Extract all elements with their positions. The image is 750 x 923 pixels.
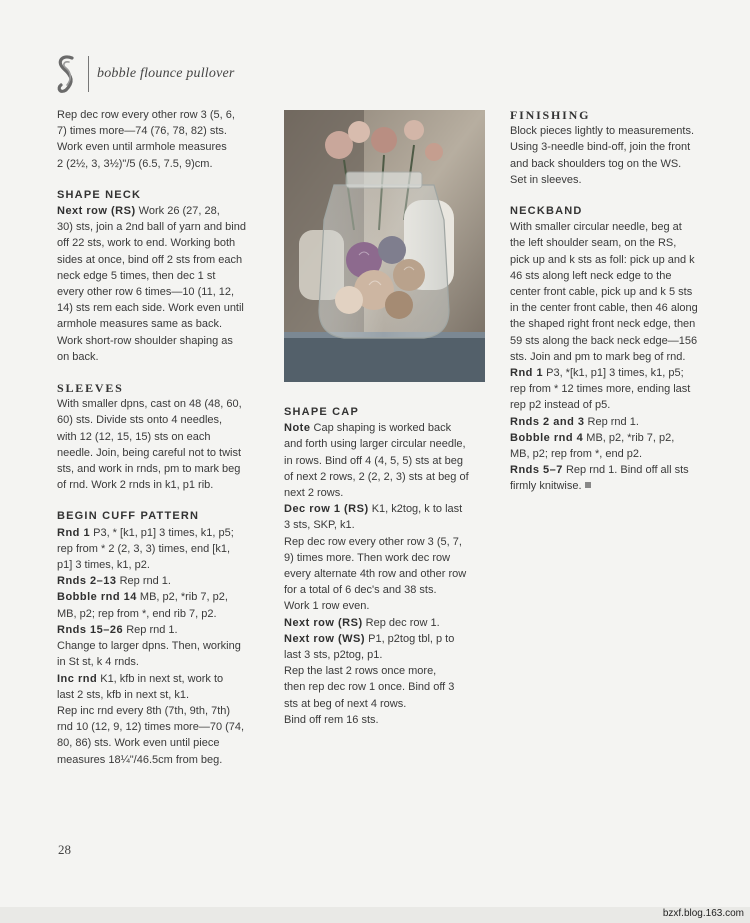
next-rs-text: Rep dec row 1. bbox=[362, 616, 440, 629]
nb-rnd1-body bbox=[510, 381, 715, 413]
nb-rnd1-label: Rnd 1 bbox=[510, 367, 544, 380]
finishing-heading: FINISHING bbox=[510, 108, 591, 122]
decorative-s-logo-icon bbox=[52, 52, 82, 96]
dec-row-text: K1, k2tog, k to last bbox=[368, 503, 463, 516]
header-divider bbox=[88, 56, 89, 92]
cuff-rnd1-line bbox=[57, 525, 262, 541]
shape-neck-first-line bbox=[57, 203, 262, 219]
text-line: Work short-row shoulder shaping as bbox=[57, 334, 233, 347]
text-line: needle. Join, being careful not to twist bbox=[57, 446, 242, 459]
watermark: bzxf.blog.163.com bbox=[662, 908, 744, 919]
sleeves-body bbox=[57, 396, 262, 493]
text-line: off 22 sts, work to end. Working both bbox=[57, 237, 236, 250]
column-right bbox=[510, 107, 715, 495]
text-line: 14) sts rem each side. Work even until bbox=[57, 302, 244, 315]
text-line: With smaller dpns, cast on 48 (48, 60, bbox=[57, 398, 242, 411]
text-line: in rows. Bind off 4 (4, 5, 5) sts at beg bbox=[284, 454, 463, 467]
text-line: measures 18¼"/46.5cm from beg. bbox=[57, 753, 223, 766]
finishing-body bbox=[510, 123, 715, 188]
text-line: and back shoulders tog on the WS. bbox=[510, 157, 682, 170]
text-line: Rep the last 2 rows once more, bbox=[284, 665, 437, 678]
next-row-label: Next row (RS) bbox=[57, 205, 136, 218]
dec-row-label: Dec row 1 (RS) bbox=[284, 503, 369, 516]
text-line: 7) times more—74 (76, 78, 82) sts. bbox=[57, 125, 227, 138]
next-ws-label: Next row (WS) bbox=[284, 632, 366, 645]
text-line: the shaped right front neck edge, then bbox=[510, 318, 696, 331]
nb-final-text: firmly knitwise. bbox=[510, 480, 582, 493]
text-line: on back. bbox=[57, 350, 99, 363]
bobble-label: Bobble rnd 14 bbox=[57, 591, 137, 604]
text-line: of next 2 rows, 2 (2, 2, 3) sts at beg of bbox=[284, 470, 469, 483]
bottom-strip bbox=[0, 907, 750, 923]
cuff-bobble-body bbox=[57, 606, 262, 622]
text-line: rep from * 2 (2, 3, 3) times, end [k1, bbox=[57, 542, 231, 555]
text-line: 2 (2½, 3, 3½)"/5 (6.5, 7.5, 9)cm. bbox=[57, 157, 213, 170]
nb-bobble-label: Bobble rnd 4 bbox=[510, 431, 584, 444]
cap-note-body bbox=[284, 436, 494, 501]
next-rs-line bbox=[284, 615, 494, 631]
dec-row-line bbox=[284, 501, 494, 517]
nb-rnds57-text: Rep rnd 1. Bind off all sts bbox=[562, 464, 689, 477]
nb-rnds57-label: Rnds 5–7 bbox=[510, 464, 563, 477]
shape-neck-body bbox=[57, 219, 262, 365]
neckband-heading: NECKBAND bbox=[510, 205, 583, 218]
text-line: p1] 3 times, k1, p2. bbox=[57, 559, 150, 572]
column-middle bbox=[284, 404, 494, 728]
text-line: 60) sts. Divide sts onto 4 needles, bbox=[57, 414, 223, 427]
next-row-text: Work 26 (27, 28, bbox=[135, 205, 220, 218]
text-line: 59 sts along the back neck edge—156 bbox=[510, 334, 698, 347]
nb-rnds23-line bbox=[510, 414, 715, 430]
rnds2-text: Rep rnd 1. bbox=[116, 575, 171, 588]
cap-note-line bbox=[284, 420, 494, 436]
nb-rnds23-label: Rnds 2 and 3 bbox=[510, 415, 585, 428]
bobble-text: MB, p2, *rib 7, p2, bbox=[136, 591, 228, 604]
yarn-jar-photo bbox=[284, 110, 485, 382]
text-line: Rep dec row every other row 3 (5, 7, bbox=[284, 535, 462, 548]
text-line: every alternate 4th row and other row bbox=[284, 568, 467, 581]
photo-illustration bbox=[284, 110, 485, 382]
inc-text: K1, kfb in next st, work to bbox=[97, 672, 224, 685]
next-ws-text: P1, p2tog tbl, p to bbox=[365, 632, 455, 645]
cuff-inc-line bbox=[57, 671, 262, 687]
text-line: with 12 (12, 15, 15) sts on each bbox=[57, 430, 211, 443]
text-line: With smaller circular needle, beg at bbox=[510, 221, 682, 234]
text-line: Bind off rem 16 sts. bbox=[284, 713, 379, 726]
text-line: center front cable, pick up and k 5 sts bbox=[510, 286, 693, 299]
inc-label: Inc rnd bbox=[57, 672, 98, 685]
next-ws-line bbox=[284, 631, 494, 647]
text-line: for a total of 6 dec's and 38 sts. bbox=[284, 584, 437, 597]
text-line: Block pieces lightly to measurements. bbox=[510, 125, 695, 138]
nb-rnd1-line bbox=[510, 365, 715, 381]
cuff-bobble-line bbox=[57, 589, 262, 605]
text-line: last 2 sts, kfb in next st, k1. bbox=[57, 688, 190, 701]
nb-rnds23-text: Rep rnd 1. bbox=[584, 415, 639, 428]
next-ws-body bbox=[284, 647, 494, 728]
cuff-rnd1-body bbox=[57, 541, 262, 573]
cuff-rnds2-line bbox=[57, 573, 262, 589]
nb-bobble-line bbox=[510, 430, 715, 446]
text-line: next 2 rows. bbox=[284, 487, 344, 500]
text-line: and forth using larger circular needle, bbox=[284, 438, 466, 451]
nb-bobble-text: MB, p2, *rib 7, p2, bbox=[583, 431, 675, 444]
text-line: 46 sts along left neck edge to the bbox=[510, 269, 672, 282]
neckband-body bbox=[510, 219, 715, 365]
running-header bbox=[52, 52, 235, 96]
sleeves-heading: SLEEVES bbox=[57, 381, 124, 396]
text-line: Set in sleeves. bbox=[510, 173, 582, 186]
cuff-rnds15-line bbox=[57, 622, 262, 638]
rnd1-label: Rnd 1 bbox=[57, 526, 91, 539]
text-line: 9) times more. Then work dec row bbox=[284, 551, 451, 564]
text-line: Work 1 row even. bbox=[284, 600, 370, 613]
shape-cap-heading: SHAPE CAP bbox=[284, 406, 359, 418]
text-line: 80, 86) sts. Work even until piece bbox=[57, 737, 220, 750]
text-line: 30) sts, join a 2nd ball of yarn and bind bbox=[57, 221, 246, 234]
nb-rnds57-line bbox=[510, 462, 715, 478]
text-line: Using 3-needle bind-off, join the front bbox=[510, 141, 691, 154]
text-line: in the center front cable, then 46 along bbox=[510, 302, 698, 315]
note-label: Note bbox=[284, 422, 311, 435]
text-line: of rnd. Work 2 rnds in k1, p1 rib. bbox=[57, 479, 214, 492]
rnds15-text: Rep rnd 1. bbox=[123, 623, 178, 636]
nb-final-line bbox=[510, 478, 715, 494]
text-line: last 3 sts, p2tog, p1. bbox=[284, 649, 383, 662]
text-line: rnd 10 (12, 9, 12) times more—70 (74, bbox=[57, 721, 245, 734]
pattern-title: bobble flounce pullover bbox=[97, 66, 235, 81]
text-line: armhole measures same as back. bbox=[57, 318, 223, 331]
text-line: 3 sts, SKP, k1. bbox=[284, 519, 355, 532]
text-line: then rep dec row 1 once. Bind off 3 bbox=[284, 681, 455, 694]
cuff-pattern-heading: BEGIN CUFF PATTERN bbox=[57, 510, 200, 523]
column-left bbox=[57, 107, 262, 768]
next-rs-label: Next row (RS) bbox=[284, 616, 363, 629]
note-text: Cap shaping is worked back bbox=[310, 422, 452, 435]
cuff-inc-body bbox=[57, 687, 262, 768]
page-number: 28 bbox=[58, 842, 71, 857]
nb-bobble-body bbox=[510, 446, 715, 462]
text-line: every other row 6 times—10 (11, 12, bbox=[57, 286, 235, 299]
text-line: rep from * 12 times more, ending last bbox=[510, 383, 691, 396]
rnd1-text: P3, * [k1, p1] 3 times, k1, p5; bbox=[90, 526, 234, 539]
text-line: Work even until armhole measures bbox=[57, 141, 227, 154]
rnds15-label: Rnds 15–26 bbox=[57, 623, 124, 636]
rnds2-label: Rnds 2–13 bbox=[57, 575, 117, 588]
text-line: sides at once, bind off 2 sts from each bbox=[57, 253, 243, 266]
cuff-change-body bbox=[57, 638, 262, 670]
text-line: neck edge 5 times, then dec 1 st bbox=[57, 269, 216, 282]
dec-row-body bbox=[284, 517, 494, 614]
text-line: MB, p2; rep from *, end p2. bbox=[510, 448, 643, 461]
shape-neck-heading: SHAPE NECK bbox=[57, 188, 142, 201]
text-line: Change to larger dpns. Then, working bbox=[57, 640, 241, 653]
text-line: sts. Join and pm to mark beg of rnd. bbox=[510, 350, 686, 363]
text-line: MB, p2; rep from *, end rib 7, p2. bbox=[57, 607, 217, 620]
text-line: sts, and work in rnds, pm to mark beg bbox=[57, 463, 241, 476]
nb-rnd1-text: P3, *[k1, p1] 3 times, k1, p5; bbox=[543, 367, 684, 380]
text-line: rep p2 instead of p5. bbox=[510, 399, 611, 412]
text-line: pick up and k sts as foll: pick up and k bbox=[510, 253, 695, 266]
text-line: Rep inc rnd every 8th (7th, 9th, 7th) bbox=[57, 704, 231, 717]
text-line: in St st, k 4 rnds. bbox=[57, 656, 139, 669]
intro-paragraph bbox=[57, 107, 262, 172]
text-line: the left shoulder seam, on the RS, bbox=[510, 237, 677, 250]
text-line: sts at beg of next 4 rows. bbox=[284, 697, 407, 710]
end-square-icon bbox=[585, 482, 591, 488]
text-line: Rep dec row every other row 3 (5, 6, bbox=[57, 109, 235, 121]
